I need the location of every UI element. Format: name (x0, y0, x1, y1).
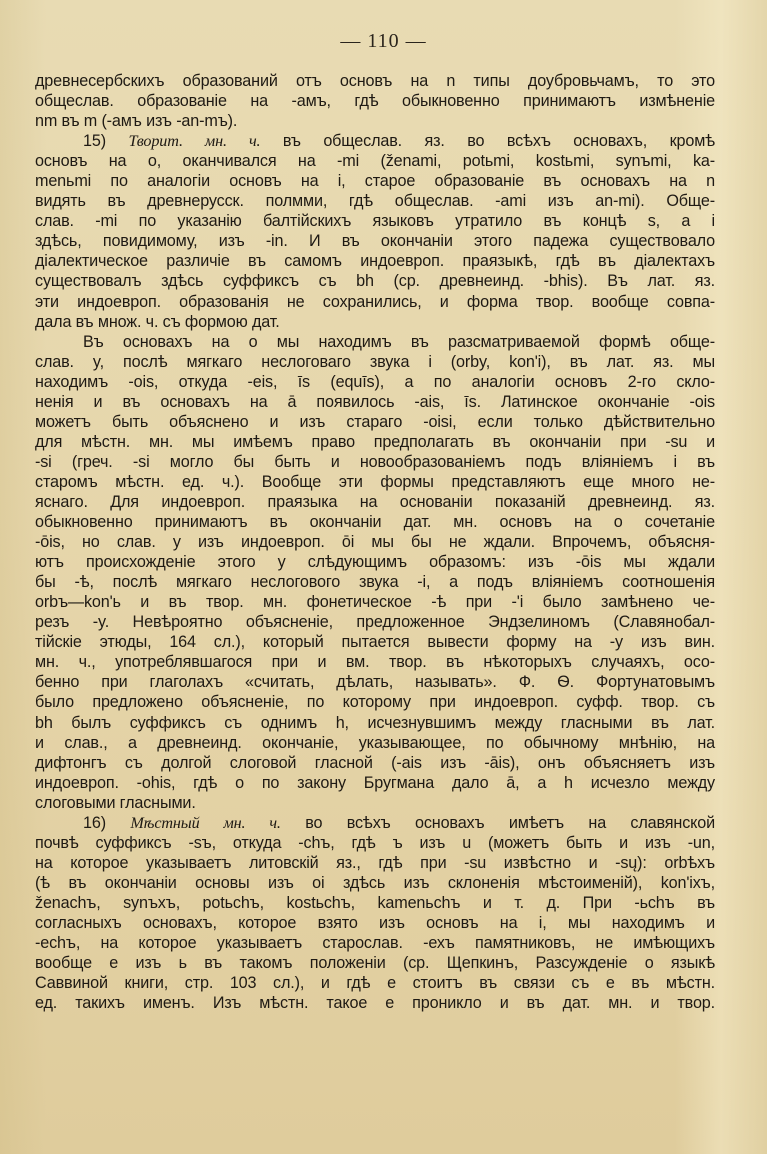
text-line (35, 672, 715, 692)
line-text: бенно при глаголахъ «считать, дѣлать, называть». Ф. Ѳ. Фортунатовымъ (35, 673, 715, 692)
line-text: существовалъ здѣсь суффиксъ съ bh (ср. древнеинд. -bhis). Въ лат. яз. (35, 272, 715, 291)
line-text: Въ основахъ на о мы находимъ въ разсматриваемой формѣ обще- (83, 332, 715, 351)
text-line (35, 171, 715, 191)
line-text: ženachъ, synъxъ, potьchъ, kostьchъ, kamenьchъ и т. д. При -ьchъ въ (35, 893, 715, 912)
text-line (35, 452, 715, 472)
line-text: ютъ происхожденіе этого y слѣдующимъ образомъ: изъ -ōis мы ждали (35, 553, 715, 572)
text-line (35, 552, 715, 572)
line-text: во всѣхъ основахъ имѣетъ на славянской (280, 813, 715, 832)
line-text: видять въ древнерусск. полмми, гдѣ общеслав. -ami изъ an-mi). Обще- (35, 192, 715, 211)
section-heading: Мѣстный мн. ч. (130, 813, 281, 832)
text-line (35, 753, 715, 773)
text-line (35, 933, 715, 953)
text-line (35, 352, 715, 372)
text-line (35, 793, 715, 813)
line-text: старомъ мѣстн. ед. ч.). Вообще эти формы представляютъ еще много не- (35, 472, 715, 491)
text-line (35, 833, 715, 853)
text-line (35, 612, 715, 632)
line-text: слав. y, послѣ мягкаго неслоговаго звука i (orby, kon'i), въ лат. яз. мы (35, 352, 715, 371)
body-text (35, 71, 715, 1013)
text-line (35, 91, 715, 111)
text-line (35, 853, 715, 873)
text-line (35, 873, 715, 893)
text-line (35, 953, 715, 973)
text-line (35, 773, 715, 793)
line-text: для мѣстн. мн. мы имѣемъ право предполагать въ окончаніи при -su и (35, 432, 715, 451)
line-text: слав. -mi по указанію балтійскихъ языковъ утратило въ концѣ s, a i (35, 212, 715, 231)
line-text: древнесербскихъ образований отъ основъ на n типы доубровьчамъ, то это (35, 72, 715, 90)
text-line (35, 733, 715, 753)
text-line (35, 432, 715, 452)
line-text: Саввиной книги, стр. 103 сл.), и гдѣ е стоитъ въ связи съ е въ мѣстн. (35, 974, 715, 993)
line-text: и слав., а древнеинд. окончаніе, указывающее, по обычному мнѣнію, на (35, 733, 715, 752)
line-text: здѣсь, повидимому, изъ -in. И въ окончаніи этого падежа существовало (35, 232, 715, 251)
text-line (35, 71, 715, 91)
text-line (35, 632, 715, 652)
line-text: ненія и въ основахъ на ā появилось -ais, īs. Латинское окончаніе -ois (35, 392, 715, 411)
line-text: вообще е изъ ь въ такомъ положеніи (ср. Щепкинъ, Разсужденіе о языкѣ (35, 954, 715, 973)
line-text: обыкновенно принимаютъ въ окончаніи дат. мн. основъ на о сочетаніе (35, 513, 715, 532)
text-line (35, 271, 715, 291)
text-line (35, 332, 715, 352)
section-number: 16) (83, 813, 131, 832)
line-text: тійскіе этюды, 164 сл.), который пытается вывести форму на -y изъ вин. (35, 633, 715, 652)
line-text: nm въ m (-амъ изъ -an-mъ). (35, 112, 238, 131)
text-line (35, 692, 715, 712)
line-text: почвѣ суффиксъ -sъ, откуда -chъ, гдѣ ъ изъ u (можетъ быть и изъ -un, (35, 833, 715, 852)
text-line (35, 532, 715, 552)
text-line (35, 131, 715, 151)
line-text: можетъ быть объяснено и изъ стараго -oisi, если только дѣйствительно (35, 412, 715, 431)
text-line (35, 512, 715, 532)
text-line (35, 913, 715, 933)
text-line (35, 372, 715, 392)
section-number: 15) (83, 132, 129, 151)
line-text: ед. такихъ именъ. Изъ мѣстн. такое е проникло и въ дат. мн. и твор. (35, 994, 715, 1013)
text-line (35, 312, 715, 332)
text-line (35, 592, 715, 612)
text-line (35, 993, 715, 1013)
text-line (35, 973, 715, 993)
line-text: резъ -y. Невѣроятно объясненіе, предложенное Эндзелиномъ (Славянобал- (35, 613, 715, 632)
line-text: menьmi по аналогіи основъ на i, старое образованіе въ основахъ на n (35, 172, 715, 191)
text-line (35, 151, 715, 171)
text-line (35, 893, 715, 913)
section-heading: Творит. мн. ч. (128, 132, 261, 151)
text-line (35, 813, 715, 833)
line-text: діалектическое различіе въ самомъ индоевроп. праязыкѣ, гдѣ въ діалектахъ (35, 252, 715, 271)
text-line (35, 492, 715, 512)
text-line (35, 412, 715, 432)
line-text: было предложено объясненіе, по которому при индоевроп. суфф. твор. съ (35, 693, 715, 712)
line-text: -ōis, но слав. y изъ индоевроп. ōi мы бы не ждали. Впрочемъ, объясня- (35, 533, 715, 552)
line-text: индоевроп. -ohis, гдѣ о по закону Бругмана дало ā, а h исчезло между (35, 773, 715, 792)
text-line (35, 111, 715, 131)
line-text: (ѣ въ окончаніи основы изъ oi здѣсь изъ склоненія мѣстоименій), kon'ixъ, (35, 873, 715, 892)
text-line (35, 211, 715, 231)
line-text: находимъ -ois, откуда -eis, īs (equīs), a по аналогіи основъ 2-го скло- (35, 372, 715, 391)
text-line (35, 572, 715, 592)
line-text: на которое указываетъ литовскій яз., гдѣ при -su извѣстно и -sų): orbѣxъ (35, 853, 715, 872)
text-line (35, 652, 715, 672)
text-line (35, 292, 715, 312)
line-text: общеслав. образованіе на -амъ, гдѣ обыкновенно принимаютъ измѣненіе (35, 92, 715, 111)
line-text: эти индоевроп. образованія не сохранились, и форма твор. вообще совпа- (35, 292, 715, 311)
line-text: слоговыми гласными. (35, 793, 196, 812)
line-text: согласныхъ основахъ, которое взято изъ основъ на i, мы находимъ и (35, 913, 715, 932)
text-line (35, 392, 715, 412)
page-number: — 110 — (340, 30, 427, 52)
line-text: дифтонгъ съ долгой слоговой гласной (-ais изъ -āis), онъ объясняетъ изъ (35, 753, 715, 772)
line-text: мн. ч., употреблявшагося при и вм. твор. въ нѣкоторыхъ случаяхъ, осо- (35, 653, 715, 672)
line-text: яснаго. Для индоевроп. праязыка на основаніи показаній древнеинд. яз. (35, 492, 715, 511)
line-text: orbъ—kon'ь и въ твор. мн. фонетическое -ѣ при -'i было замѣнено че- (35, 593, 715, 612)
line-text: дала въ множ. ч. съ формою дат. (35, 312, 280, 331)
text-line (35, 472, 715, 492)
text-line (35, 251, 715, 271)
text-line (35, 713, 715, 733)
line-text: въ общеслав. яз. во всѣхъ основахъ, кромѣ (260, 132, 716, 151)
text-line (35, 231, 715, 251)
line-text: основъ на о, оканчивался на -mi (ženami, potьmi, kostьmi, synъmi, ka- (35, 152, 715, 171)
line-text: -echъ, на которое указываетъ старослав. -ехъ памятниковъ, не имѣющихъ (35, 934, 715, 953)
text-line (35, 191, 715, 211)
line-text: -si (греч. -si могло бы быть и новообразованіемъ подъ вліяніемъ i въ (35, 452, 715, 471)
line-text: бы -ѣ, послѣ мягкаго неслогового звука -i, а подъ вліяніемъ соотношенія (35, 573, 715, 592)
line-text: bh былъ суффиксъ съ однимъ h, исчезнувшимъ между гласными въ лат. (35, 713, 715, 732)
